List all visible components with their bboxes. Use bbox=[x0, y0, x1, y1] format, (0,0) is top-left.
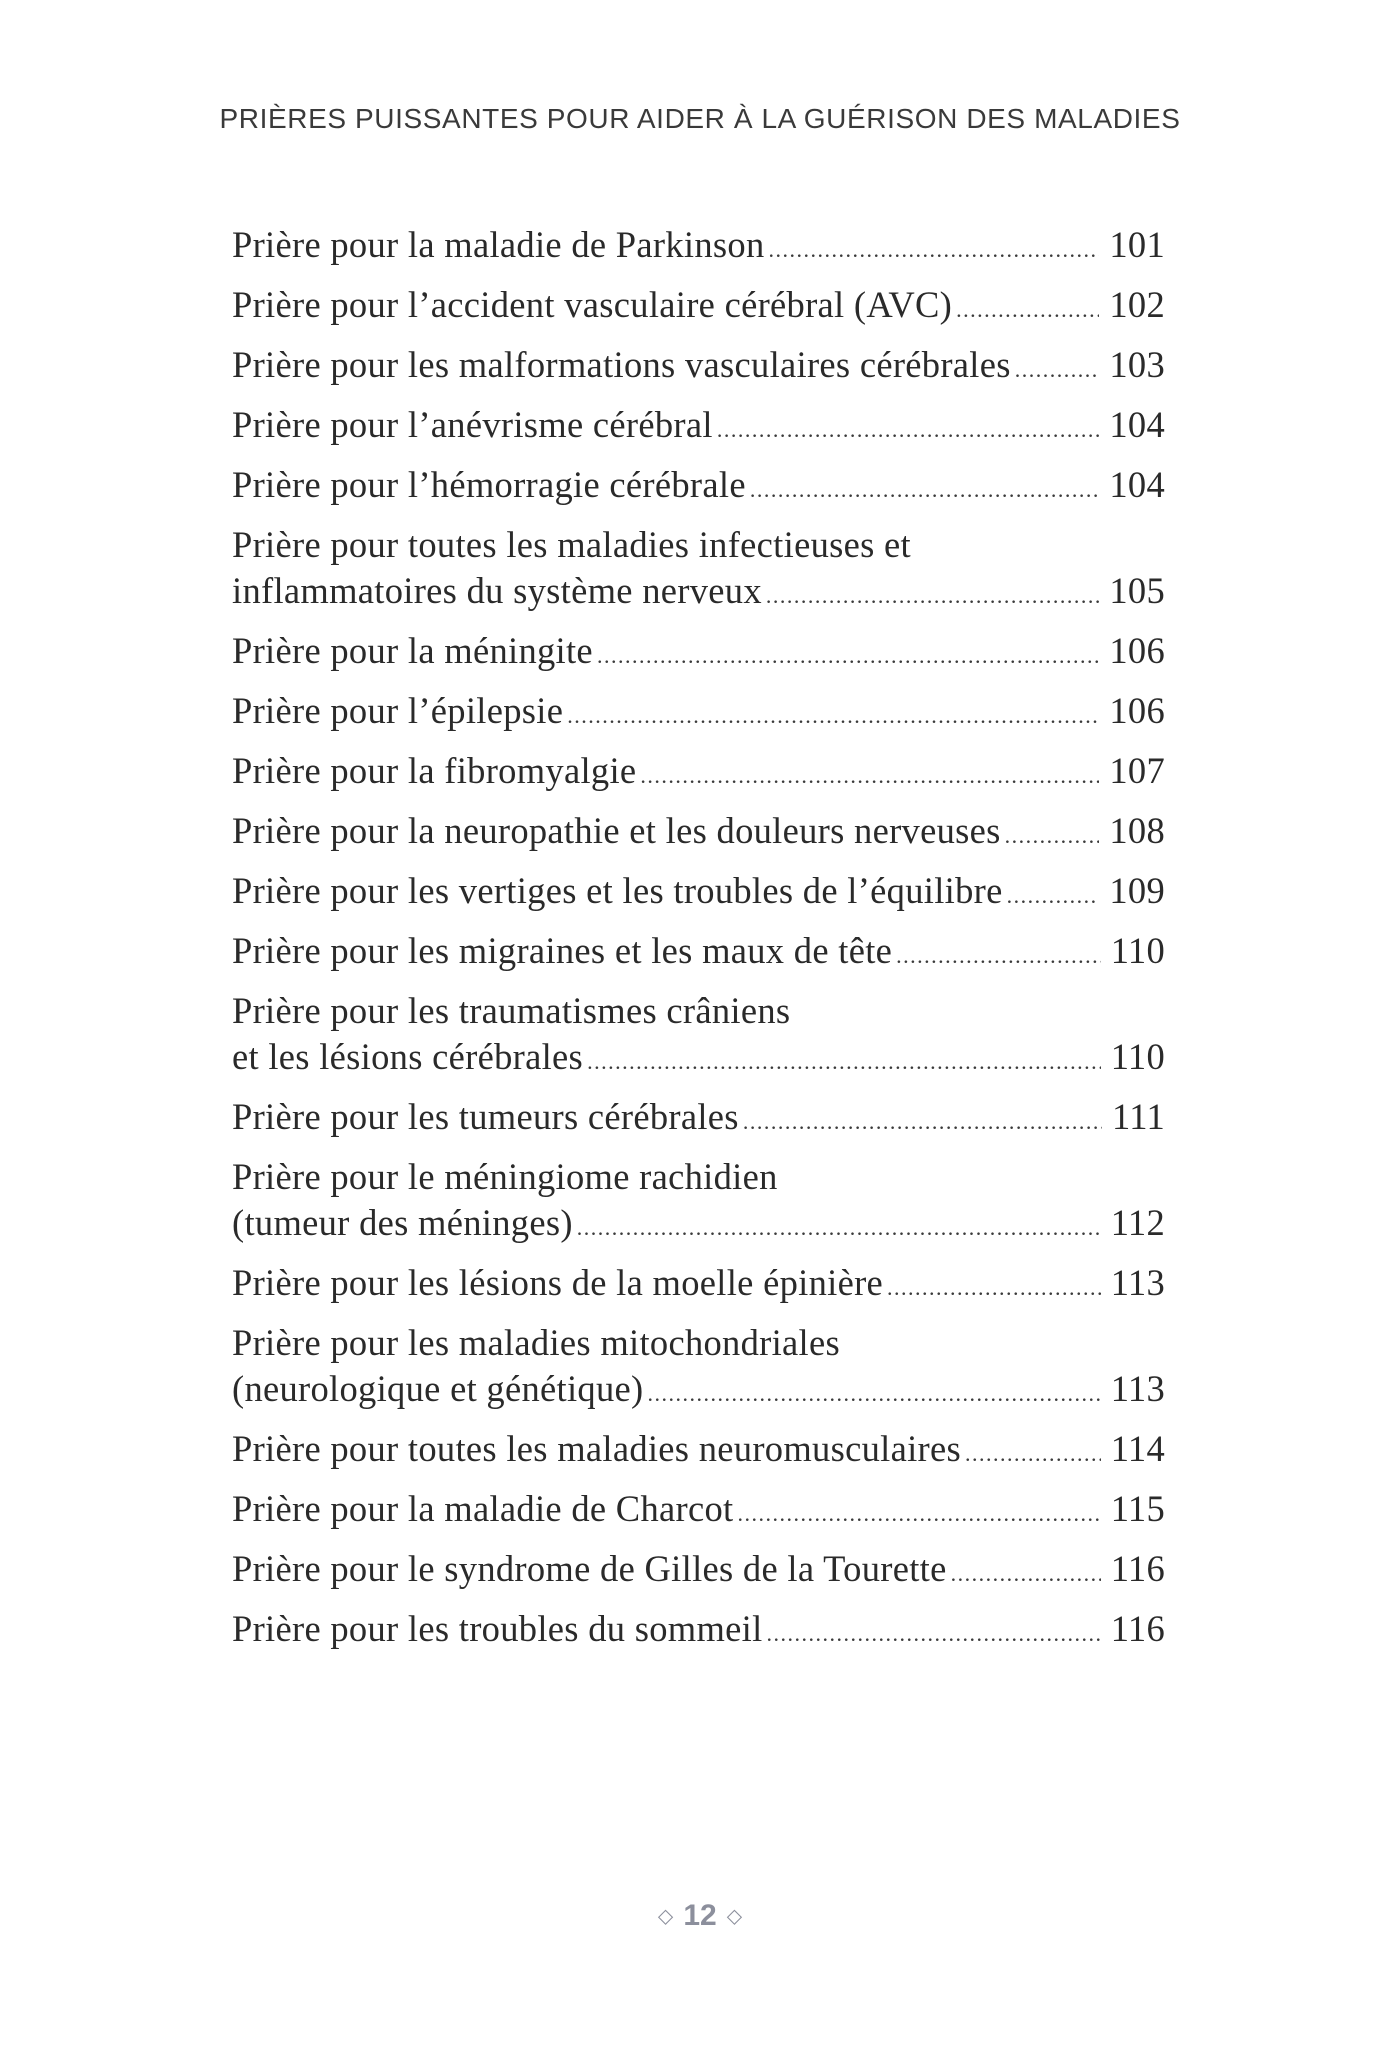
dot-leader bbox=[887, 1265, 1101, 1311]
toc-entry bbox=[232, 282, 1165, 333]
toc-entry bbox=[232, 928, 1165, 979]
toc-entry-title: Prière pour les tumeurs cérébrales bbox=[232, 1096, 739, 1137]
toc-page-number: 102 bbox=[1109, 284, 1165, 325]
toc-page-number: 110 bbox=[1110, 1036, 1165, 1077]
toc-entry-title: Prière pour l’hémorragie cérébrale bbox=[232, 464, 746, 505]
toc-page-number: 111 bbox=[1112, 1096, 1165, 1137]
toc-entry bbox=[232, 1426, 1165, 1477]
toc-entry bbox=[232, 1486, 1165, 1537]
dot-leader bbox=[1015, 347, 1100, 393]
toc-page-number: 116 bbox=[1110, 1548, 1165, 1589]
toc-entry-row bbox=[232, 868, 1165, 919]
toc-entry-title: Prière pour les troubles du sommeil bbox=[232, 1608, 763, 1649]
toc-entry-title: inflammatoires du système nerveux bbox=[232, 570, 762, 611]
page-folio bbox=[0, 1899, 1400, 1933]
toc-entry-title-line: Prière pour toutes les maladies infectieuses et bbox=[232, 524, 911, 565]
toc-entry-row bbox=[232, 462, 1165, 513]
toc-entry bbox=[232, 808, 1165, 859]
toc-entry bbox=[232, 1546, 1165, 1597]
toc-entry bbox=[232, 1094, 1165, 1145]
toc-page-number: 101 bbox=[1109, 224, 1165, 265]
toc-entry-title: Prière pour la maladie de Charcot bbox=[232, 1488, 734, 1529]
toc-page-number: 109 bbox=[1109, 870, 1165, 911]
dot-leader bbox=[769, 227, 1100, 273]
toc-entry-title: Prière pour la méningite bbox=[232, 630, 593, 671]
toc-entry-row bbox=[232, 748, 1165, 799]
dot-leader bbox=[717, 407, 1100, 453]
toc-page-number: 108 bbox=[1109, 810, 1165, 851]
toc-entry bbox=[232, 988, 1165, 1085]
toc-page-number: 113 bbox=[1110, 1262, 1165, 1303]
toc-page-number: 104 bbox=[1109, 404, 1165, 445]
toc-entry-row bbox=[232, 222, 1165, 273]
dot-leader bbox=[597, 633, 1099, 679]
toc-entry-row bbox=[232, 688, 1165, 739]
toc-entry-row bbox=[232, 402, 1165, 453]
diamond-icon: ◇ bbox=[726, 1905, 743, 1928]
toc-entry-title: Prière pour toutes les maladies neuromusculaires bbox=[232, 1428, 961, 1469]
toc-entry-row bbox=[232, 1200, 1165, 1251]
toc-entry-title: (tumeur des méninges) bbox=[232, 1202, 573, 1243]
toc-page-number: 106 bbox=[1109, 630, 1165, 671]
toc-entry-row bbox=[232, 282, 1165, 333]
toc-page-number: 104 bbox=[1109, 464, 1165, 505]
toc-entry bbox=[232, 1320, 1165, 1417]
toc-page-number: 107 bbox=[1109, 750, 1165, 791]
table-of-contents bbox=[232, 222, 1165, 1666]
toc-entry-row bbox=[232, 1034, 1165, 1085]
toc-entry-row bbox=[232, 568, 1165, 619]
dot-leader bbox=[750, 467, 1100, 513]
toc-entry-title: Prière pour les migraines et les maux de tête bbox=[232, 930, 893, 971]
toc-entry bbox=[232, 222, 1165, 273]
dot-leader bbox=[896, 933, 1101, 979]
toc-entry bbox=[232, 462, 1165, 513]
toc-page-number: 113 bbox=[1110, 1368, 1165, 1409]
toc-page-number: 114 bbox=[1110, 1428, 1165, 1469]
toc-page-number: 116 bbox=[1110, 1608, 1165, 1649]
dot-leader bbox=[767, 1611, 1101, 1657]
toc-page-number: 110 bbox=[1110, 930, 1165, 971]
dot-leader bbox=[743, 1099, 1102, 1145]
toc-entry-row bbox=[232, 1606, 1165, 1657]
toc-entry bbox=[232, 402, 1165, 453]
toc-entry-row bbox=[232, 1094, 1165, 1145]
dot-leader bbox=[956, 287, 1099, 333]
toc-page-number: 115 bbox=[1110, 1488, 1165, 1529]
toc-page-number: 106 bbox=[1109, 690, 1165, 731]
dot-leader bbox=[647, 1371, 1100, 1417]
toc-entry-title: Prière pour la fibromyalgie bbox=[232, 750, 637, 791]
toc-entry-title-line: Prière pour le méningiome rachidien bbox=[232, 1156, 778, 1197]
toc-entry bbox=[232, 1154, 1165, 1251]
toc-entry-row bbox=[232, 928, 1165, 979]
diamond-icon: ◇ bbox=[657, 1905, 674, 1928]
toc-page-number: 112 bbox=[1110, 1202, 1165, 1243]
toc-entry-row bbox=[232, 808, 1165, 859]
toc-entry bbox=[232, 688, 1165, 739]
toc-entry-title: Prière pour la maladie de Parkinson bbox=[232, 224, 765, 265]
toc-entry-row bbox=[232, 1366, 1165, 1417]
toc-entry-title-line: Prière pour les traumatismes crâniens bbox=[232, 990, 791, 1031]
toc-entry bbox=[232, 868, 1165, 919]
toc-entry-row bbox=[232, 1260, 1165, 1311]
toc-entry-row bbox=[232, 1426, 1165, 1477]
toc-entry-row bbox=[232, 342, 1165, 393]
dot-leader bbox=[1005, 813, 1100, 859]
toc-page-number: 103 bbox=[1109, 344, 1165, 385]
dot-leader bbox=[965, 1431, 1101, 1477]
toc-entry-title-line: Prière pour les maladies mitochondriales bbox=[232, 1322, 840, 1363]
toc-entry bbox=[232, 748, 1165, 799]
toc-entry-title: et les lésions cérébrales bbox=[232, 1036, 584, 1077]
dot-leader bbox=[951, 1551, 1101, 1597]
toc-entry-title: Prière pour les vertiges et les troubles de l’équilibre bbox=[232, 870, 1003, 911]
toc-entry bbox=[232, 1260, 1165, 1311]
toc-entry-title: Prière pour l’accident vasculaire cérébral (AVC) bbox=[232, 284, 953, 325]
toc-entry-title: Prière pour les malformations vasculaires cérébrales bbox=[232, 344, 1011, 385]
toc-entry bbox=[232, 1606, 1165, 1657]
dot-leader bbox=[567, 693, 1099, 739]
toc-entry-row bbox=[232, 1546, 1165, 1597]
toc-entry bbox=[232, 628, 1165, 679]
dot-leader bbox=[577, 1205, 1101, 1251]
toc-entry-title: (neurologique et génétique) bbox=[232, 1368, 644, 1409]
dot-leader bbox=[766, 573, 1099, 619]
toc-entry bbox=[232, 342, 1165, 393]
toc-entry-row bbox=[232, 1486, 1165, 1537]
toc-entry-title: Prière pour la neuropathie et les douleurs nerveuses bbox=[232, 810, 1001, 851]
toc-entry-title: Prière pour l’anévrisme cérébral bbox=[232, 404, 713, 445]
page-number: 12 bbox=[683, 1899, 717, 1932]
dot-leader bbox=[737, 1491, 1100, 1537]
dot-leader bbox=[1007, 873, 1100, 919]
running-header: PRIÈRES PUISSANTES POUR AIDER À LA GUÉRISON DES MALADIES bbox=[219, 103, 1181, 134]
dot-leader bbox=[640, 753, 1099, 799]
toc-entry-title: Prière pour les lésions de la moelle épinière bbox=[232, 1262, 884, 1303]
toc-entry-row bbox=[232, 628, 1165, 679]
dot-leader bbox=[587, 1039, 1101, 1085]
toc-entry-title: Prière pour l’épilepsie bbox=[232, 690, 564, 731]
toc-entry-title: Prière pour le syndrome de Gilles de la Tourette bbox=[232, 1548, 947, 1589]
toc-page-number: 105 bbox=[1109, 570, 1165, 611]
toc-entry bbox=[232, 522, 1165, 619]
